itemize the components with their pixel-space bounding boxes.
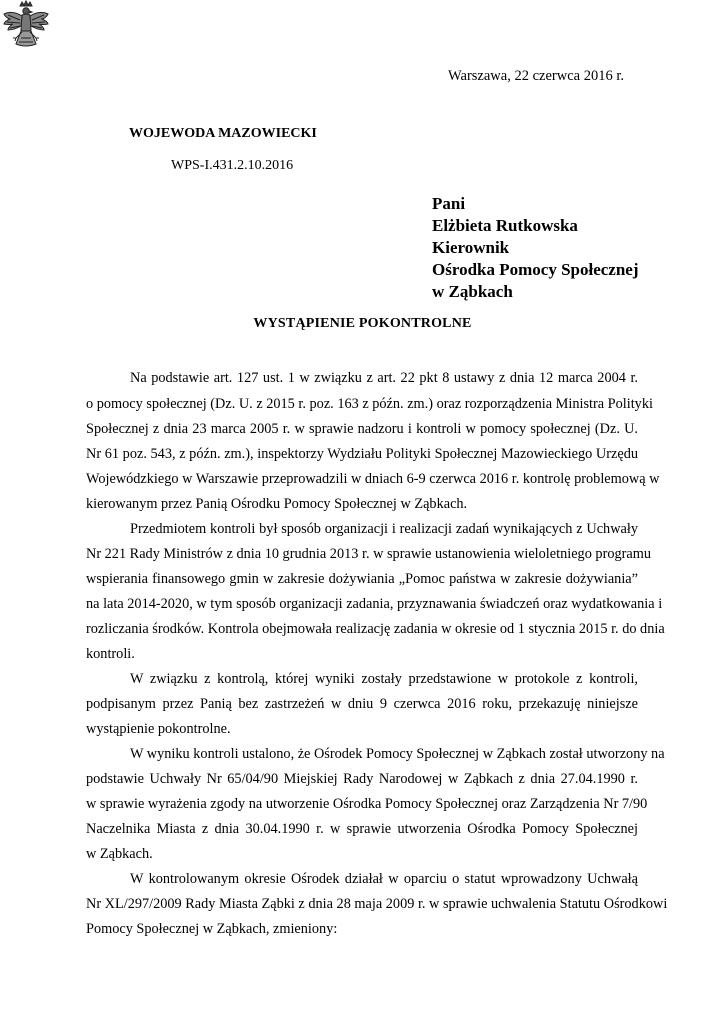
body-line: w sprawie wyrażenia zgody na utworzenie Ośrodka Pomocy Społecznej oraz Zarządzenia Nr 7/90: [86, 796, 648, 812]
addressee-salutation: Pani: [432, 194, 466, 213]
body-line: podstawie Uchwały Nr 65/04/90 Miejskiej Rady Narodowej w Ząbkach z dnia 27.04.1990 r.: [86, 771, 638, 787]
body-line: Pomocy Społecznej w Ząbkach, zmieniony:: [86, 921, 338, 937]
body-line: o pomocy społecznej (Dz. U. z 2015 r. poz. 163 z późn. zm.) oraz rozporządzenia Ministra Polityki: [86, 396, 653, 412]
body-line: kierowanym przez Panią Ośrodku Pomocy Społecznej w Ząbkach.: [86, 496, 468, 512]
body-line: W wyniku kontroli ustalono, że Ośrodek Pomocy Społecznej w Ząbkach został utworzony na: [130, 746, 665, 762]
body-line: kontroli.: [86, 646, 135, 662]
document-date: Warszawa, 22 czerwca 2016 r.: [448, 68, 624, 84]
issuing-authority: WOJEWODA MAZOWIECKI: [129, 126, 317, 141]
body-line: Nr 221 Rady Ministrów z dnia 10 grudnia 2013 r. w sprawie ustanowienia wieloletniego programu: [86, 546, 652, 562]
body-line: Przedmiotem kontroli był sposób organizacji i realizacji zadań wynikających z Uchwały: [130, 521, 638, 537]
polish-eagle-emblem-icon: [0, 0, 52, 58]
body-line: W kontrolowanym okresie Ośrodek działał w oparciu o statut wprowadzony Uchwałą: [130, 871, 638, 887]
addressee-institution: Ośrodka Pomocy Społecznej: [432, 260, 639, 279]
body-line: Nr 61 poz. 543, z późn. zm.), inspektorzy Wydziału Polityki Społecznej Mazowieckiego Urzędu: [86, 446, 638, 462]
reference-number: WPS-I.431.2.10.2016: [171, 158, 294, 173]
body-line: Społecznej z dnia 23 marca 2005 r. w sprawie nadzoru i kontroli w pomocy społecznej (Dz. U.: [86, 421, 638, 437]
body-line: Nr XL/297/2009 Rady Miasta Ząbki z dnia 28 maja 2009 r. w sprawie uchwalenia Statutu Ośrodkowi: [86, 896, 668, 912]
addressee-position: Kierownik: [432, 238, 510, 257]
body-line: W związku z kontrolą, której wyniki zostały przedstawione w protokole z kontroli,: [130, 671, 638, 687]
body-line: rozliczania środków. Kontrola obejmowała realizację zadania w okresie od 1 stycznia 2015 r. do dnia: [86, 621, 665, 637]
body-line: w Ząbkach.: [86, 846, 153, 862]
addressee-location: w Ząbkach: [432, 282, 513, 301]
body-line: podpisanym przez Panią bez zastrzeżeń w dniu 9 czerwca 2016 roku, przekazuję niniejsze: [86, 696, 638, 712]
document-title: WYSTĄPIENIE POKONTROLNE: [253, 316, 472, 331]
body-line: na lata 2014-2020, w tym sposób organizacji zadania, przyznawania świadczeń oraz wydatkowania i: [86, 596, 663, 612]
body-line: wystąpienie pokontrolne.: [86, 721, 231, 737]
addressee-name: Elżbieta Rutkowska: [432, 216, 578, 235]
body-line: Wojewódzkiego w Warszawie przeprowadzili w dniach 6-9 czerwca 2016 r. kontrolę problemową w: [86, 471, 660, 487]
body-line: wspierania finansowego gmin w zakresie dożywiania „Pomoc państwa w zakresie dożywiania”: [86, 571, 638, 587]
body-line: Naczelnika Miasta z dnia 30.04.1990 r. w sprawie utworzenia Ośrodka Pomocy Społecznej: [86, 821, 638, 837]
body-line: Na podstawie art. 127 ust. 1 w związku z art. 22 pkt 8 ustawy z dnia 12 marca 2004 r.: [130, 370, 638, 386]
